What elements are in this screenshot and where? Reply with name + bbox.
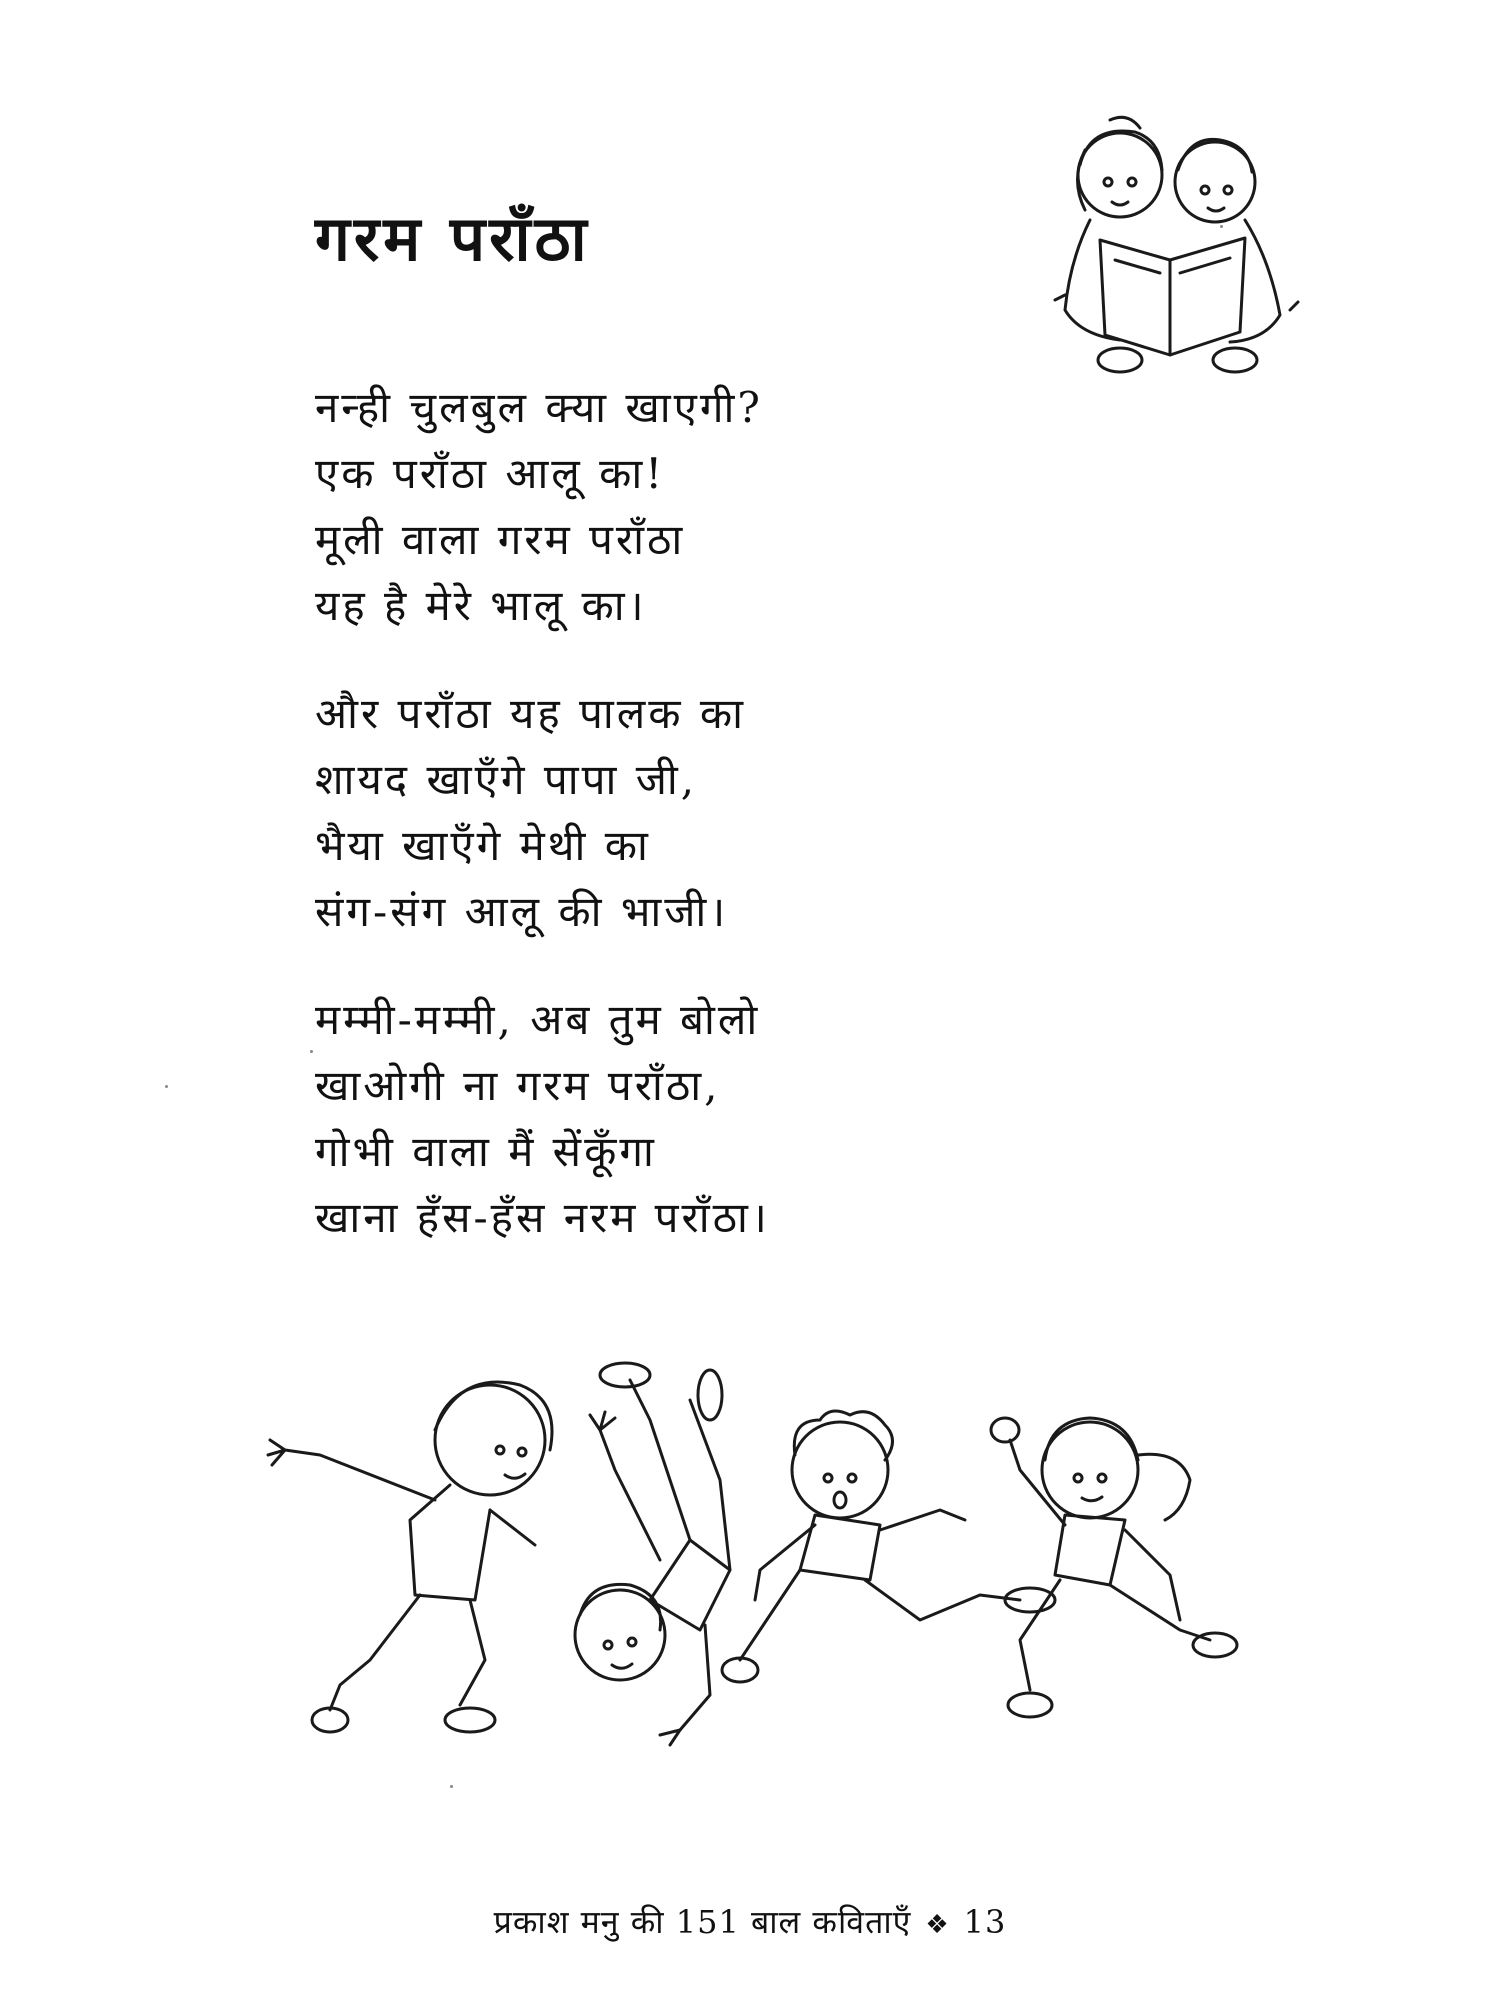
poem-line: और पराँठा यह पालक का	[315, 689, 747, 738]
print-speck	[450, 1785, 453, 1788]
dancing-kids-illustration	[260, 1360, 1260, 1770]
poem-line: यह है मेरे भालू का।	[315, 581, 647, 630]
poem-line: खाओगी ना गरम पराँठा,	[315, 1061, 721, 1110]
dancing-kid-3	[722, 1411, 1055, 1682]
dancing-kid-2	[575, 1363, 730, 1745]
book-title: प्रकाश मनु की 151 बाल कविताएँ	[493, 1903, 912, 1941]
dancing-kid-1	[268, 1382, 552, 1732]
poem-line: शायद खाएँगे पापा जी,	[315, 755, 698, 804]
stanza-2	[315, 681, 1115, 945]
dancing-kid-4	[991, 1418, 1237, 1717]
poem-line: खाना हँस-हँस नरम पराँठा।	[315, 1193, 770, 1242]
print-speck	[165, 1085, 168, 1088]
print-speck	[1220, 225, 1223, 228]
footer-separator: ❖	[925, 1910, 950, 1940]
poem-title: गरम पराँठा	[315, 202, 591, 275]
stanza-3	[315, 987, 1115, 1251]
poem-line: भैया खाएँगे मेथी का	[315, 821, 651, 870]
poem-line: संग-संग आलू की भाजी।	[315, 887, 729, 936]
poem-line: एक पराँठा आलू का!	[315, 449, 666, 498]
poem-line: नन्ही चुलबुल क्या खाएगी?	[315, 383, 763, 432]
page-number: 13	[963, 1903, 1007, 1941]
print-speck	[310, 1050, 313, 1053]
poem-body	[315, 375, 1115, 1293]
page-footer	[0, 1900, 1500, 1943]
poem-line: मूली वाला गरम पराँठा	[315, 515, 686, 564]
kids-reading-illustration	[1040, 110, 1310, 380]
poem-line: गोभी वाला मैं सेंकूँगा	[315, 1127, 657, 1176]
poem-line: मम्मी-मम्मी, अब तुम बोलो	[315, 995, 761, 1044]
stanza-1	[315, 375, 1115, 639]
